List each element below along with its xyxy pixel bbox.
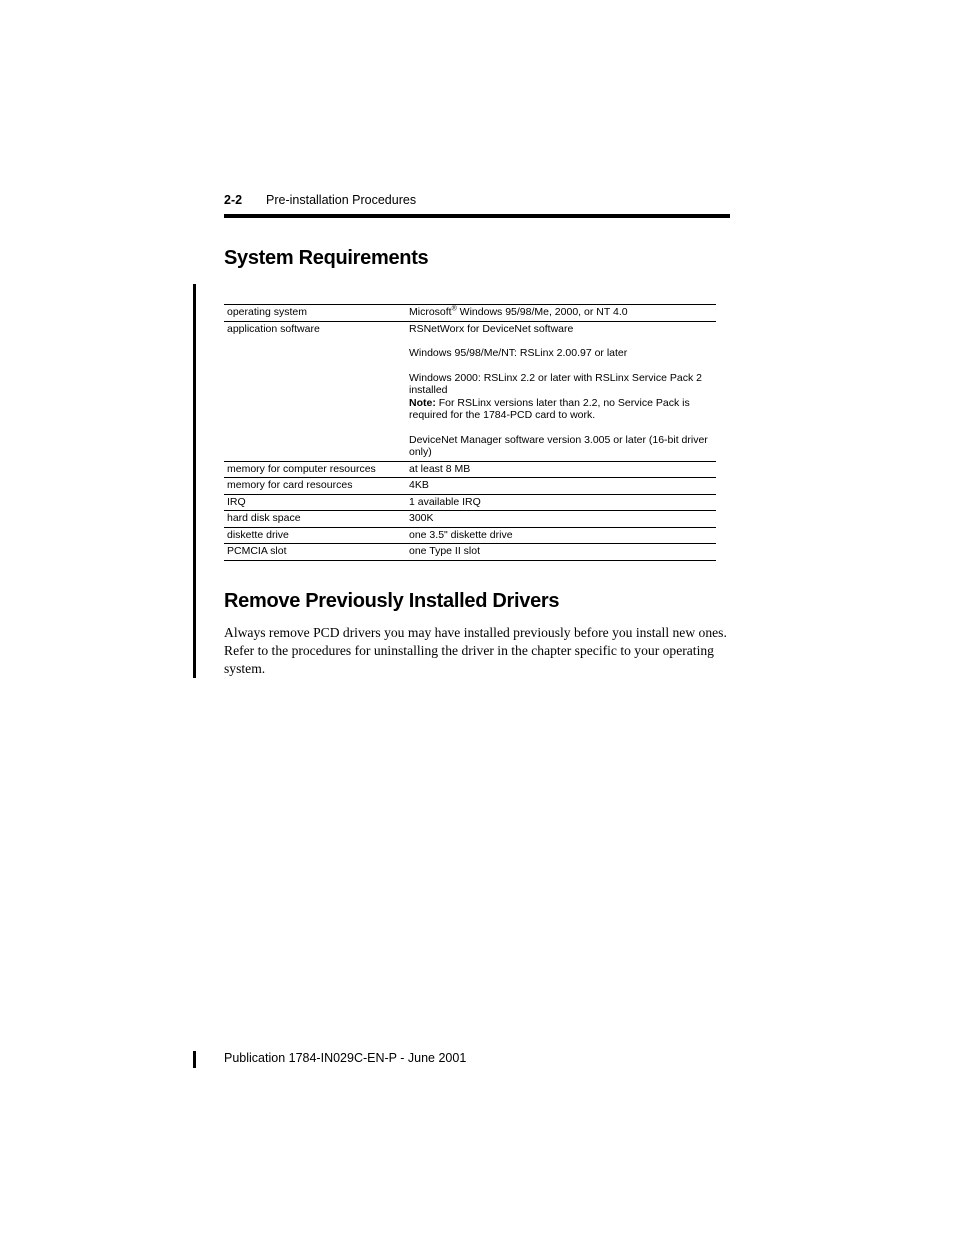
requirement-label: diskette drive [224, 527, 406, 544]
requirement-label: IRQ [224, 494, 406, 511]
requirement-value: Microsoft® Windows 95/98/Me, 2000, or NT 4.0 [406, 305, 716, 322]
note-label: Note: [409, 396, 436, 409]
table-row [224, 321, 716, 461]
table-row [224, 544, 716, 561]
requirement-label: operating system [224, 305, 406, 322]
body-paragraph: Always remove PCD drivers you may have installed previously before you install new ones. Refer to the procedures for uninstalling the driver in the chapter specific to your operating system. [224, 625, 727, 676]
change-bar [193, 284, 196, 678]
requirement-label: hard disk space [224, 511, 406, 528]
requirement-label: memory for computer resources [224, 461, 406, 478]
table-row [224, 494, 716, 511]
publication-footer: Publication 1784-IN029C-EN-P - June 2001 [224, 1051, 467, 1065]
footer-change-bar [193, 1051, 196, 1068]
chapter-title: Pre-installation Procedures [266, 193, 417, 207]
requirement-value: one Type II slot [406, 544, 716, 561]
section-heading-remove-drivers: Remove Previously Installed Drivers [224, 590, 560, 612]
table-row [224, 478, 716, 495]
table-row [224, 511, 716, 528]
table-row [224, 527, 716, 544]
requirement-value: one 3.5" diskette drive [406, 527, 716, 544]
page-header [224, 192, 730, 208]
table-row [224, 305, 716, 322]
requirement-label: PCMCIA slot [224, 544, 406, 561]
requirement-label: memory for card resources [224, 478, 406, 495]
header-rule [224, 214, 730, 218]
section-heading-system-requirements: System Requirements [224, 247, 429, 269]
requirement-value: at least 8 MB [406, 461, 716, 478]
table-row [224, 461, 716, 478]
requirement-value: 4KB [406, 478, 716, 495]
requirement-value: 1 available IRQ [406, 494, 716, 511]
requirement-value: RSNetWorx for DeviceNet software Windows 95/98/Me/NT: RSLinx 2.00.97 or later Windows 2000: RSLinx 2.2 or later with RSLinx Service Pack 2 installed Note: For RSLinx versions later than 2.2, no Service Pack is required for the 1784-PCD card to work. DeviceNet Manager software version 3.005 or later (16-bit driver only) [406, 321, 716, 461]
requirement-value: 300K [406, 511, 716, 528]
requirement-label: application software [224, 321, 406, 461]
page-number: 2-2 [224, 193, 243, 207]
requirements-table [224, 304, 716, 561]
